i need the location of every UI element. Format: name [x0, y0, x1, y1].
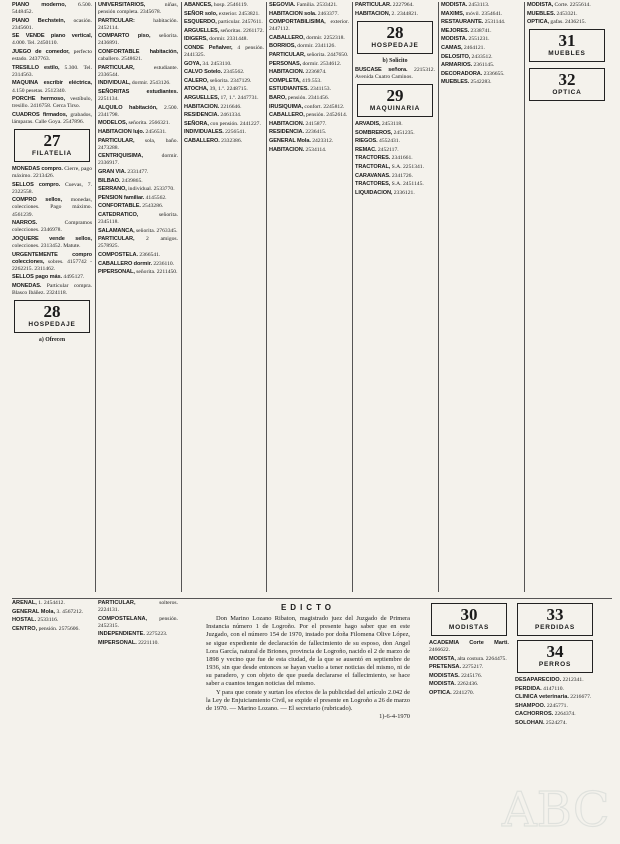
classified-ad: HABITACION lujo. 2456531.: [98, 129, 167, 135]
classified-ad: CENTRIQUISIMA, dormir. 2336917.: [98, 153, 178, 167]
classified-ad: HABITACION. 2415877.: [269, 120, 327, 127]
section-title: HOSPEDAJE: [28, 321, 76, 329]
edicto-reference: 1)-6-4-1970: [379, 713, 410, 721]
classified-ad: TRACTORES, S.A. 2451145.: [355, 181, 424, 188]
classified-ad: DELOSITO, 2433512.: [441, 53, 493, 60]
column-rule: [181, 2, 182, 592]
column-7: [527, 2, 607, 592]
section-header-perdidas: [517, 603, 593, 636]
classified-ad: GENERAL Mola. 2423312.: [269, 138, 334, 144]
classified-ad: INDIVIDUAL, dormir. 2543126.: [98, 80, 171, 87]
classified-ad: SEÑOR solo, exterior. 2453821.: [184, 10, 260, 17]
classified-ad: CONFORTABLE. 2543286.: [98, 203, 164, 210]
classified-ad: GENERAL Mola, 3. 4567212.: [12, 608, 84, 615]
classified-ad: PERDIDA. 4147110.: [515, 685, 564, 692]
classified-ad: MEJORES. 2338741.: [441, 27, 492, 34]
classified-ad: MIPERSONAL. 2221110.: [98, 639, 159, 646]
classified-ad: CABALLERO, pensión. 2452614.: [269, 112, 348, 119]
classified-ad: PARTICULAR, 2 amigos. 2578925.: [98, 236, 178, 250]
lower-column-2: [98, 600, 178, 840]
section-number: 34: [546, 642, 564, 661]
section-header-optica: [529, 68, 605, 101]
classified-ad: JUEGO de comedor, perfecto estado. 2437763.: [12, 49, 92, 63]
column-1: [12, 2, 92, 592]
classified-ad: PARTICULAR: habitación. 2452114.: [98, 17, 178, 31]
classified-ad: COMPLETA, 419.553.: [269, 77, 322, 84]
classified-ad: SELLOS compro. Cuevas, 7. 2322558.: [12, 181, 92, 195]
classified-ad: PORCHE hermoso, vestíbulo, tresillo. 2416758. Cerca Tirso.: [12, 96, 92, 110]
classified-ad: PENSION familiar. 4145562.: [98, 194, 167, 201]
classified-ad: HABITACION, 2. 2344821.: [355, 10, 419, 17]
classified-ad: MAXIMS, móvil. 2354641.: [441, 10, 503, 17]
edicto-notice: [206, 604, 410, 840]
classified-ad: ACADEMIA Corte Marti. 2466622.: [429, 640, 509, 654]
classified-ad: HABITACION. 2534114.: [269, 146, 327, 153]
classified-ad: MODELOS, señorita. 2566321.: [98, 120, 170, 127]
section-title: MODISTAS: [448, 624, 490, 631]
classified-ad: SHAMPOO. 2245771.: [515, 702, 568, 709]
classified-ad: HABITACION sola. 2463377.: [269, 10, 339, 17]
classified-ad: SE VENDE piano vertical, 4.000. Tel. 2450110.: [12, 33, 92, 47]
classified-ad: HOSTAL. 2533116.: [12, 617, 59, 624]
column-3: [184, 2, 264, 592]
classified-ad: INDEPENDIENTE. 2275223.: [98, 631, 168, 638]
classified-ad: URGENTEMENTE compro colecciones, sobres. 4157742 - 2262215. 2311462.: [12, 251, 92, 272]
classified-ad: PIANO moderno, 6.500. 5448452.: [12, 2, 92, 16]
classified-ad: MODISTA. 2551231.: [441, 36, 490, 43]
classified-ad: OPTICA, gafas. 2436215.: [527, 19, 586, 26]
classified-ad: UNIVERSITARIOS, niñas, pensión completa. 2345678.: [98, 2, 178, 16]
section-number: 30: [460, 605, 478, 624]
classified-ad: MODISTAS. 2245176.: [429, 672, 483, 679]
classified-ad: NARROS. Compramos colecciones. 2346978.: [12, 220, 92, 234]
classified-ad: CENTRO, pensión. 2575606.: [12, 625, 80, 632]
section-header-hospedaje-b: [357, 21, 433, 54]
column-rule: [352, 2, 353, 592]
classified-ad: SEÑORITAS estudiantes. 2251134.: [98, 89, 178, 103]
classified-ad: JOQUERE vende sellos, colecciones. 2313452. Matute.: [12, 235, 92, 249]
classified-ad: COMPOSTELANA, pensión. 2452315.: [98, 615, 178, 629]
classified-ad: ESTUDIANTES. 2341153.: [269, 86, 331, 93]
classified-ad: MONEDAS. Particular compra. Blasco Ibáñez. 2324118.: [12, 282, 92, 296]
section-number: 28: [43, 302, 61, 322]
section-title: OPTICA: [552, 89, 582, 97]
svg-text:ABC: ABC: [502, 782, 610, 836]
classified-ad: SERRANO, individual. 2533770.: [98, 186, 175, 193]
section-title: PERDIDAS: [535, 624, 575, 631]
classified-ad: CARAVANAS. 2341726.: [355, 172, 413, 179]
classified-ad: COMPORTABILISIMA, exterior. 2447112.: [269, 19, 349, 33]
classified-ad: HABITACION. 2236874.: [269, 69, 327, 76]
classified-ad: CATEDRATICO, señorita. 2345118.: [98, 211, 178, 226]
section-title: FILATELIA: [32, 150, 72, 157]
abc-watermark-logo: [494, 780, 614, 836]
classified-ad: SEÑORA, con pensión. 2441227.: [184, 120, 261, 127]
section-header-modistas: [431, 603, 507, 636]
column-rule: [95, 2, 96, 592]
classified-ad: CABALLERO dormir. 2236110.: [98, 260, 175, 267]
classifieds-columns: [12, 2, 612, 596]
section-title: MAQUINARIA: [369, 104, 421, 112]
classified-ad: BORRIOS, dormir. 2341126.: [269, 43, 336, 50]
classified-ad: MODISTA. 2262436.: [429, 681, 479, 688]
classified-ad: SEGOVIA. Familia. 2533421.: [269, 2, 338, 8]
classified-ad: ABANCES, hosp. 2546119.: [184, 2, 248, 8]
classified-ad: ESQUERDO, particular. 2457611.: [184, 19, 263, 26]
column-rule: [438, 2, 439, 592]
classified-ad: CABALLERO, dormir. 2252318.: [269, 34, 345, 41]
classified-ad: OPTICA. 2241270.: [429, 690, 475, 697]
classified-ad: BARO, pensión. 2341456.: [269, 95, 330, 102]
classified-ad: CONFORTABLE habitación, caballero. 2548621.: [98, 49, 178, 63]
section-title: MUEBLES: [548, 50, 586, 58]
classified-ad: ARENAL, 1. 2454412.: [12, 600, 65, 606]
classified-ad: MUEBLES. 2453321.: [527, 10, 578, 17]
column-6: [441, 2, 521, 592]
classified-ad: INDIVIDUALES. 2256541.: [184, 129, 247, 136]
section-header-filatelia: [14, 129, 90, 162]
classified-ad: CALERO, señorita. 2347129.: [184, 77, 252, 84]
section-number: 33: [546, 605, 564, 624]
section-number: 28: [386, 22, 404, 42]
classified-ad: GOYA, 34. 2453110.: [184, 60, 232, 67]
classified-ad: SOMBREROS, 2451235.: [355, 129, 415, 136]
classified-ad: PARTICULAR. 2227964.: [355, 2, 414, 8]
section-header-hospedaje: [14, 300, 90, 333]
classified-ad: TRACTORES. 2341661.: [355, 155, 413, 162]
classified-ad: ALQUILO habitación, 2.500. 2341798.: [98, 104, 178, 118]
classified-ad: PARTICULAR, señorita. 2447650.: [269, 52, 349, 59]
section-number: 29: [386, 85, 404, 105]
section-subhead: a) Ofrecen: [38, 337, 66, 344]
classified-ad: IDIGERS, dormir. 2331448.: [184, 36, 248, 43]
classified-ad: IRUSIQUIMA, confort. 2245812.: [269, 103, 345, 110]
classified-ad: MUEBLES. 2542283.: [441, 79, 492, 86]
classified-ad: SALAMANCA, señorita. 2763345.: [98, 227, 178, 234]
classified-ad: CUADROS firmados, grabados, lámparas. Calle Goya. 2547896.: [12, 111, 92, 125]
classified-ad: COMPARTO piso, señorita. 2436891.: [98, 33, 178, 47]
column-rule: [524, 2, 525, 592]
classified-ad: BUSCASE señora. 2215312. Avenida Cuatro Caminos.: [355, 66, 435, 80]
classified-ad: TRACTORAL, S.A. 2251341.: [355, 163, 424, 170]
classified-ad: PARTICULAR, sola, baño. 2473288.: [98, 137, 178, 151]
edicto-title: EDICTO: [280, 604, 336, 612]
column-5: [355, 2, 435, 592]
section-number: 32: [558, 70, 576, 90]
edicto-body: Don Marino Lozano Ribaton, magistrado juez del Juzgado de Primera Instancia número 1 de Logroño. Por el presente hago saber que en este Juzgado, con el número 154 de 1970, instado por doña Filomena Olive López, se sigue expediente de declaración de fallecimiento de su esposo, don Angel Lora García, natural de Briones, provincia de Logroño, nacido el 2 de marzo de 1898 y vecino que fue de esta ciudad, de la que se ausentó en septiembre de 1936, sin que desde entonces se hayan vuelto a tener noticias del mismo, ni de su paradero, y con objeto de que pueda declararse el fallecimiento, se hace saber a cuantos tengan noticias del mismo.: [206, 615, 410, 688]
classified-ad: PIPERSONAL, señorita. 2211450.: [98, 269, 178, 276]
section-number: 31: [558, 31, 576, 51]
lower-column-1: [12, 600, 92, 840]
classified-ad: GRAN VIA. 2331477.: [98, 168, 149, 175]
column-rule: [266, 2, 267, 592]
classified-ad: MAQUINA escribir eléctrica, 4.150 pesetas. 2512340.: [12, 80, 92, 94]
classified-ad: RESTAURANTE. 2531144.: [441, 19, 506, 26]
classified-ad: LIQUIDACION, 2336121.: [355, 189, 415, 196]
edicto-closing: Y para que conste y surtan los efectos de la publicidad del artículo 2.042 de la Ley de Enjuiciamiento Civil, se expide el presente en Logroño a 26 de marzo de 1970. — Marino Lozano. — El secretario (rubricado).: [206, 688, 410, 712]
classified-ad: CABALLERO. 2332386.: [184, 138, 243, 144]
classified-ad: MODISTA, alta costura. 2264475.: [429, 655, 507, 662]
section-header-perros: [517, 640, 593, 673]
classified-ad: COMPRO sellos, monedas, colecciones. Pago máximo. 4561239.: [12, 197, 92, 218]
classified-ad: MONEDAS compro. Cierre, pago máximo. 2213426.: [12, 166, 92, 180]
section-title: HOSPEDAJE: [371, 41, 419, 49]
classified-ad: DECORADORA. 2336655.: [441, 70, 505, 77]
classified-ad: PERSONAS, dormir. 2534612.: [269, 60, 342, 67]
section-header-maquinaria: [357, 84, 433, 117]
classified-ad: PRETENSA. 2275217.: [429, 664, 484, 671]
classified-ad: PIANO Bechstein, ocasión. 2345601.: [12, 17, 92, 31]
classified-ad: ARGUELLES, 17, 1.º. 2447731.: [184, 95, 259, 102]
classified-ad: HABITACION. 2216646.: [184, 103, 242, 110]
section-subhead: b) Solicito: [382, 57, 408, 64]
classified-ad: ARVADIS, 2453118.: [355, 120, 403, 127]
classified-ad: CAMAS, 2464121.: [441, 44, 485, 51]
classified-ad: MODISTA, Corte. 2255614.: [527, 2, 591, 8]
classified-ad: CACHORROS. 2264374.: [515, 711, 576, 718]
classified-ad: COMPOSTELA. 2366541.: [98, 251, 161, 258]
classified-ad: CLINICA veterinaria. 2216677.: [515, 694, 592, 701]
classified-ad: SOLOHAN. 2524274.: [515, 719, 567, 726]
column-4: [269, 2, 349, 592]
classified-ad: SELLOS pago más. 4495127.: [12, 274, 85, 281]
column-2: [98, 2, 178, 592]
classified-ad: CONDE Peñalver, 4 pensión. 2441325.: [184, 44, 264, 59]
classified-ad: PARTICULAR, solteros. 2224131.: [98, 600, 178, 614]
classified-ad: CALVO Sotelo. 2345562.: [184, 69, 245, 76]
section-number: 27: [43, 131, 61, 150]
classified-ad: TRESILLO estilo, 5.300. Tel. 2314563.: [12, 64, 92, 78]
horizontal-rule: [12, 598, 612, 599]
classified-ad: REMAC. 2452117.: [355, 146, 399, 153]
classified-ad: BILBAO. 2439865.: [98, 177, 143, 184]
classified-ad: MODISTA. 2453113.: [441, 2, 490, 8]
classified-ad: PARTICULAR, estudiante. 2336544.: [98, 64, 178, 78]
classified-ad: DESAPARECIDO. 2212341.: [515, 677, 584, 683]
classified-ad: RIEGOS. 4552431.: [355, 138, 400, 145]
classified-ad: ATOCHA, 39, 1.º. 2248715.: [184, 86, 248, 93]
section-header-muebles: [529, 29, 605, 62]
section-title: PERROS: [538, 661, 572, 668]
classified-ad: RESIDENCIA. 2461334.: [184, 112, 242, 119]
classified-ad: ARMARIOS. 2361145.: [441, 62, 495, 69]
classified-ad: RESIDENCIA. 2236415.: [269, 129, 327, 136]
classified-ad: ARGUELLES, señoritas. 2261172.: [184, 27, 264, 34]
